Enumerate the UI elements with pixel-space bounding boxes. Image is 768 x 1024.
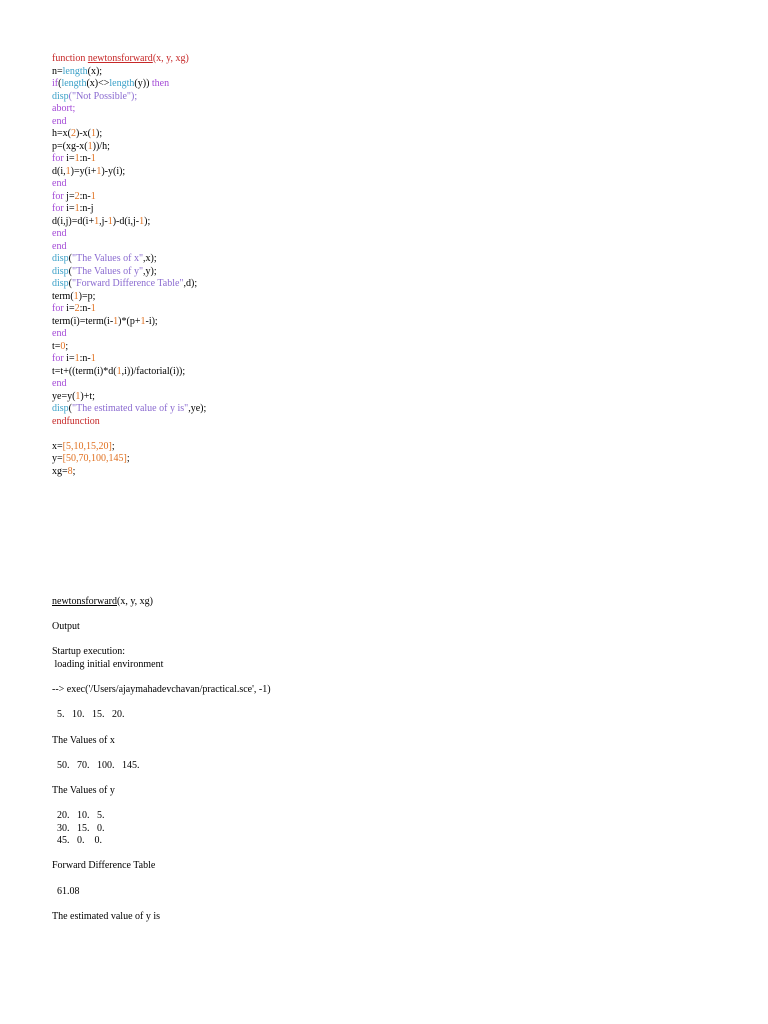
code-token: 2 <box>70 128 76 139</box>
code-line <box>52 278 732 291</box>
code-token: y= <box>52 453 63 464</box>
loading-line: loading initial environment <box>52 658 164 670</box>
code-token: ,x); <box>143 253 157 264</box>
code-line <box>52 341 732 354</box>
code-listing <box>52 53 732 478</box>
code-token: 1 <box>87 140 93 152</box>
code-line <box>52 178 732 191</box>
difference-table-row: 30. 15. 0. <box>52 822 105 834</box>
code-line <box>52 391 732 404</box>
code-line <box>52 78 732 91</box>
keyword-function: function <box>52 53 86 64</box>
code-token: 1 <box>116 365 122 377</box>
blank-line <box>52 873 732 886</box>
code-line <box>52 228 732 241</box>
code-token: i= <box>63 353 75 364</box>
code-line <box>52 378 732 391</box>
code-token: for <box>52 153 64 164</box>
code-token: ))/h; <box>92 140 110 152</box>
code-line <box>52 153 732 166</box>
blank-line <box>52 672 732 685</box>
code-token: 1 <box>96 165 102 177</box>
code-token: disp <box>52 90 69 102</box>
code-token: 1 <box>75 390 81 402</box>
code-token: i= <box>63 203 75 214</box>
code-token: end <box>52 328 67 339</box>
code-line <box>52 303 732 316</box>
code-token: 8 <box>67 465 73 477</box>
code-token: 1 <box>107 215 113 227</box>
code-token: for <box>52 190 64 202</box>
code-token: ; <box>65 340 69 352</box>
code-token: )=y(i+ <box>70 165 97 177</box>
startup-line: Startup execution: <box>52 646 126 658</box>
code-token: 1 <box>90 303 96 314</box>
code-token: i= <box>63 303 75 314</box>
code-token: (x); <box>87 65 103 77</box>
code-token: "The Values of y" <box>72 265 144 277</box>
code-token: 1 <box>65 165 71 177</box>
output-heading: Output <box>52 621 80 633</box>
code-token: -i); <box>145 315 158 327</box>
code-line <box>52 241 732 254</box>
code-line <box>52 453 732 466</box>
code-token: :n- <box>79 353 91 364</box>
code-token: (y)) <box>134 78 150 89</box>
blank-line <box>52 848 732 861</box>
code-token: if <box>52 78 59 89</box>
call-function-name: newtonsforward <box>52 596 117 607</box>
code-token: 2 <box>74 190 80 202</box>
code-token: t= <box>52 340 61 352</box>
code-token: ); <box>144 215 151 227</box>
estimated-value-label: The estimated value of y is <box>52 910 161 922</box>
code-line <box>52 116 732 129</box>
blank-line <box>52 697 732 710</box>
code-token: )+t; <box>80 390 95 402</box>
function-name: newtonsforward <box>87 53 153 64</box>
x-values-label: The Values of x <box>52 734 115 746</box>
code-line <box>52 328 732 341</box>
code-token: 1 <box>90 353 96 364</box>
code-token: for <box>52 353 64 364</box>
blank-line <box>52 772 732 785</box>
code-token: n= <box>52 65 63 77</box>
code-token: length <box>109 78 135 89</box>
code-token: end <box>52 228 67 239</box>
code-token: length <box>61 78 87 89</box>
code-token: 1 <box>113 315 119 327</box>
code-token: xg= <box>52 465 68 477</box>
code-token: d(i,j)=d(i+ <box>52 215 95 227</box>
code-line <box>52 253 732 266</box>
code-token: 1 <box>74 153 80 164</box>
code-token: ( <box>68 278 73 289</box>
code-token: )-x( <box>75 128 91 139</box>
estimated-value: 61.08 <box>52 885 80 897</box>
code-line <box>52 291 732 304</box>
code-token: 1 <box>140 315 146 327</box>
call-args: (x, y, xg) <box>116 596 153 607</box>
code-token: :n- <box>79 190 91 202</box>
code-token: ); <box>95 128 103 139</box>
exec-line: --> exec('/Users/ajaymahadevchavan/practical.sce', -1) <box>52 684 271 696</box>
code-line <box>52 353 732 366</box>
code-token: for <box>52 203 64 214</box>
code-token: ( <box>58 78 62 89</box>
blank-line <box>52 722 732 735</box>
code-token: length <box>62 65 88 77</box>
code-line <box>52 91 732 104</box>
code-token: term(i)=term(i- <box>52 315 114 327</box>
code-token: x= <box>52 440 63 452</box>
code-token: ,y); <box>143 265 157 277</box>
code-line <box>52 441 732 454</box>
code-token: abort; <box>52 103 76 114</box>
blank-line <box>52 747 732 760</box>
code-line <box>52 266 732 279</box>
code-token: "Forward Difference Table" <box>72 278 184 289</box>
code-token: 0 <box>60 340 66 352</box>
code-token: h=x( <box>52 128 71 139</box>
code-token: ; <box>72 465 76 477</box>
code-token: ("Not Possible"); <box>68 90 138 102</box>
code-token: ,d); <box>183 278 198 289</box>
code-token: ( <box>68 403 73 414</box>
code-token: 1 <box>90 153 96 164</box>
code-line <box>52 366 732 379</box>
code-token: disp <box>52 278 69 289</box>
code-token: ye=y( <box>52 390 76 402</box>
code-token: disp <box>52 265 69 277</box>
code-token: ; <box>126 453 130 464</box>
code-token: )*(p+ <box>118 315 141 327</box>
x-values: 5. 10. 15. 20. <box>52 709 125 721</box>
code-token: 2 <box>74 303 80 314</box>
code-token: end <box>52 178 67 189</box>
code-token: disp <box>52 253 69 264</box>
code-token: 1 <box>94 215 100 227</box>
code-token: t=t+((term(i)*d( <box>52 365 117 377</box>
code-line <box>52 166 732 179</box>
function-args: (x, y, xg) <box>152 53 189 64</box>
code-token: ,i))/factorial(i)); <box>121 365 186 377</box>
code-token: end <box>52 115 67 127</box>
code-token: 1 <box>90 190 96 202</box>
code-token: p=(xg-x( <box>52 140 88 152</box>
code-line <box>52 203 732 216</box>
difference-table-row: 20. 10. 5. <box>52 810 105 822</box>
blank-line <box>52 898 732 911</box>
code-line <box>52 141 732 154</box>
code-token: [5,10,15,20] <box>62 440 112 452</box>
code-token: ; <box>111 440 115 452</box>
code-token: endfunction <box>52 415 100 427</box>
y-values-label: The Values of y <box>52 784 115 796</box>
code-line <box>52 416 732 429</box>
code-line <box>52 53 732 66</box>
code-token: 1 <box>74 203 80 214</box>
blank-line <box>52 634 732 647</box>
difference-table-label: Forward Difference Table <box>52 860 156 872</box>
code-token: :n- <box>79 303 91 314</box>
code-token: then <box>149 78 170 89</box>
code-token: end <box>52 378 67 389</box>
code-token: disp <box>52 403 69 414</box>
code-line <box>52 103 732 116</box>
code-token: end <box>52 240 67 252</box>
code-line <box>52 191 732 204</box>
code-token: 1 <box>73 290 79 302</box>
code-token: ( <box>68 253 73 264</box>
code-line <box>52 466 732 479</box>
difference-table-row: 45. 0. 0. <box>52 835 102 847</box>
y-values: 50. 70. 100. 145. <box>52 759 140 771</box>
code-token: 1 <box>90 128 96 139</box>
code-token: (x)<> <box>86 78 110 89</box>
blank-line <box>52 609 732 622</box>
code-token: )=p; <box>78 290 96 302</box>
code-token: )-y(i); <box>101 165 126 177</box>
code-token: 1 <box>74 353 80 364</box>
output-section <box>52 596 732 923</box>
function-call <box>52 596 732 609</box>
code-token: for <box>52 303 64 314</box>
code-line <box>52 403 732 416</box>
code-token: j= <box>63 190 75 202</box>
code-line <box>52 316 732 329</box>
code-token: :n- <box>79 153 91 164</box>
code-line <box>52 216 732 229</box>
code-token: i= <box>63 153 75 164</box>
code-line <box>52 66 732 79</box>
code-token: ( <box>68 265 73 277</box>
code-token: :n-j <box>79 203 94 214</box>
blank-line <box>52 798 732 811</box>
blank-line <box>52 428 732 441</box>
code-line <box>52 128 732 141</box>
code-token: "The estimated value of y is" <box>72 403 189 414</box>
code-token: d(i, <box>52 165 66 177</box>
code-token: ,j- <box>99 215 108 227</box>
code-token: "The Values of x" <box>72 253 144 264</box>
code-token: )-d(i,j- <box>112 215 140 227</box>
code-token: term( <box>52 290 74 302</box>
code-token: [50,70,100,145] <box>62 453 127 464</box>
code-token: ,ye); <box>188 403 207 414</box>
code-token: 1 <box>139 215 145 227</box>
